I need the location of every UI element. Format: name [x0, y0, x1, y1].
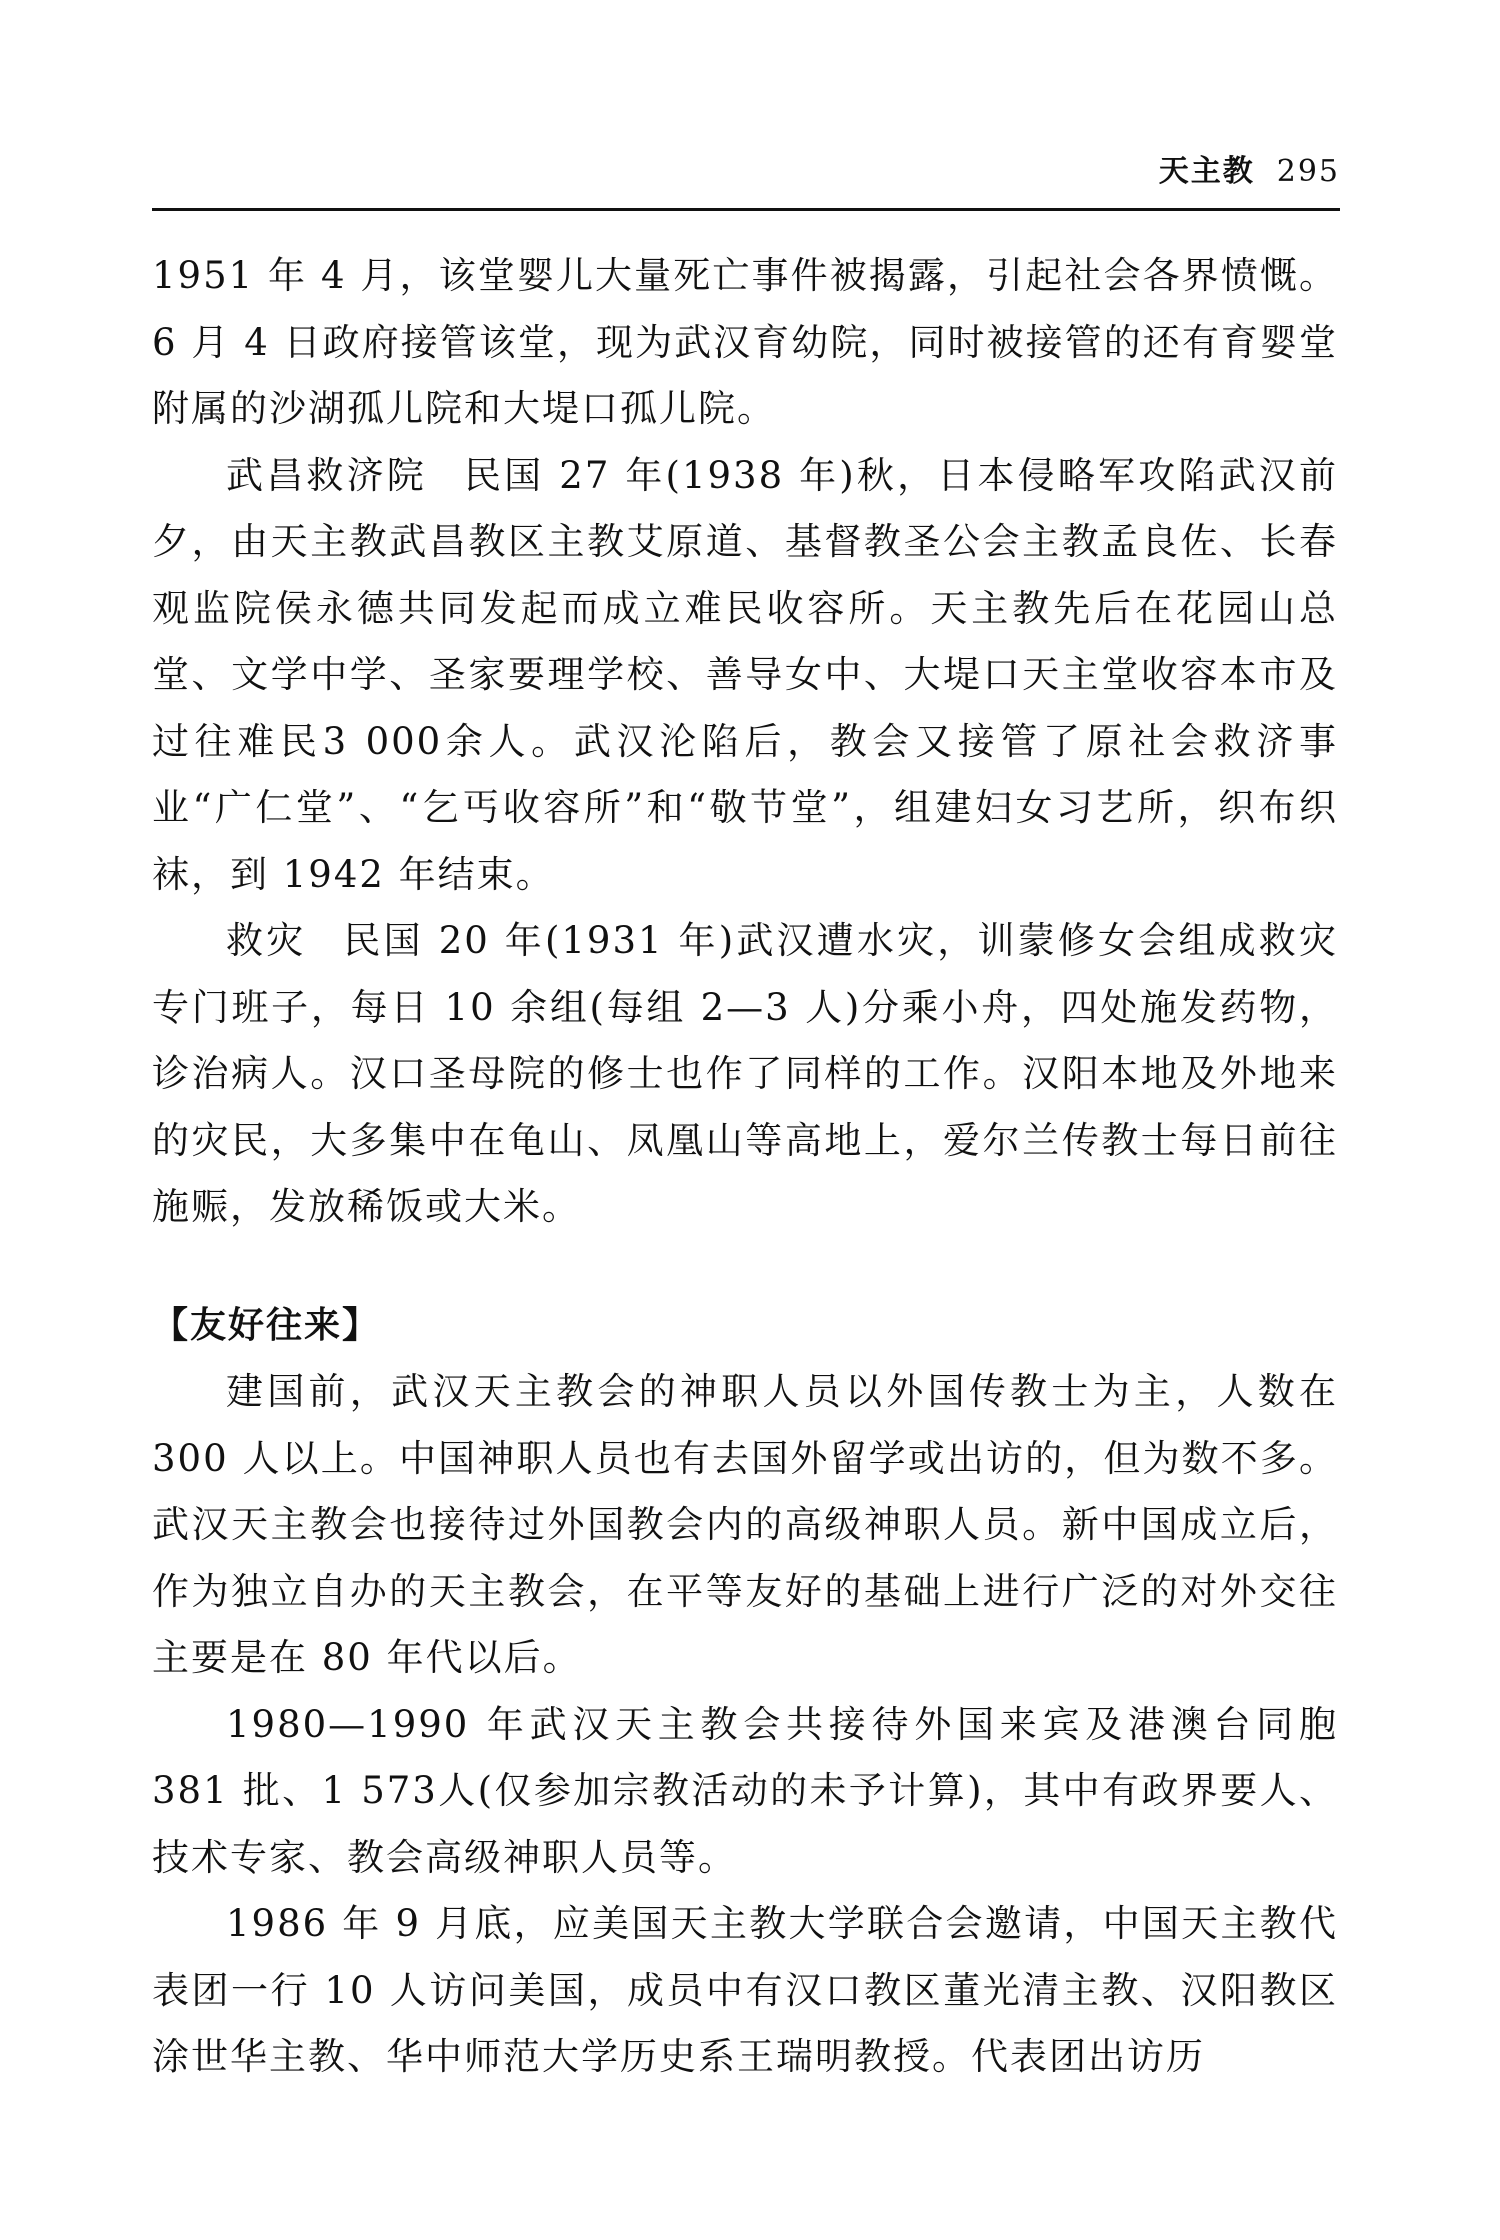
paragraph: 1980—1990 年武汉天主教会共接待外国来宾及港澳台同胞 381 批、1 573人(仅参加宗教活动的未予计算)，其中有政界要人、技术专家、教会高级神职人员等。	[152, 1702, 1338, 1879]
paragraph-text: 民国 27 年(1938 年)秋，日本侵略军攻陷武汉前夕，由天主教武昌教区主教艾原道、基督教圣公会主教孟良佐、长春观监院侯永德共同发起而成立难民收容所。天主教先后在花园山总堂、文学中学、圣家要理学校、善导女中、大堤口天主堂收容本市及过往难民3 000余人。武汉沦陷后，教会又接管了原社会救济事业“广仁堂”、“乞丐收容所”和“敬节堂”，组建妇女习艺所，织布织袜，到 1942 年结束。	[152, 453, 1339, 896]
section-heading: 【友好往来】	[152, 1304, 381, 1346]
paragraph-text: 民国 20 年(1931 年)武汉遭水灾，训蒙修女会组成救灾专门班子，每日 10 余组(每组 2—3 人)分乘小舟，四处施发药物，诊治病人。汉口圣母院的修士也作了同样的工作。汉阳本地及外地来的灾民，大多集中在龟山、凤凰山等高地上，爱尔兰传教士每日前往施赈，发放稀饭或大米。	[152, 919, 1338, 1228]
paragraph	[152, 908, 1338, 1241]
paragraph-lead: 救灾	[226, 919, 307, 962]
body-text	[152, 243, 1338, 2091]
section-title: 天主教	[1158, 154, 1255, 189]
paragraph: 1951 年 4 月，该堂婴儿大量死亡事件被揭露，引起社会各界愤慨。6 月 4 日政府接管该堂，现为武汉育幼院，同时被接管的还有育婴堂附属的沙湖孤儿院和大堤口孤儿院。	[152, 254, 1338, 430]
paragraph	[152, 443, 1338, 909]
page-number: 295	[1276, 154, 1340, 189]
paragraph-lead: 武昌救济院	[226, 453, 427, 497]
paragraph: 建国前，武汉天主教会的神职人员以外国传教士为主，人数在 300 人以上。中国神职人员也有去国外留学或出访的，但为数不多。武汉天主教会也接待过外国教会内的高级神职人员。新中国成立后，作为独立自办的天主教会，在平等友好的基础上进行广泛的对外交往主要是在 80 年代以后。	[152, 1370, 1338, 1679]
running-head	[152, 148, 1340, 196]
header-rule	[152, 208, 1340, 211]
paragraph: 1986 年 9 月底，应美国天主教大学联合会邀请，中国天主教代表团一行 10 人访问美国，成员中有汉口教区董光清主教、汉阳教区涂世华主教、华中师范大学历史系王瑞明教授。代表团出访历	[152, 1902, 1338, 2078]
